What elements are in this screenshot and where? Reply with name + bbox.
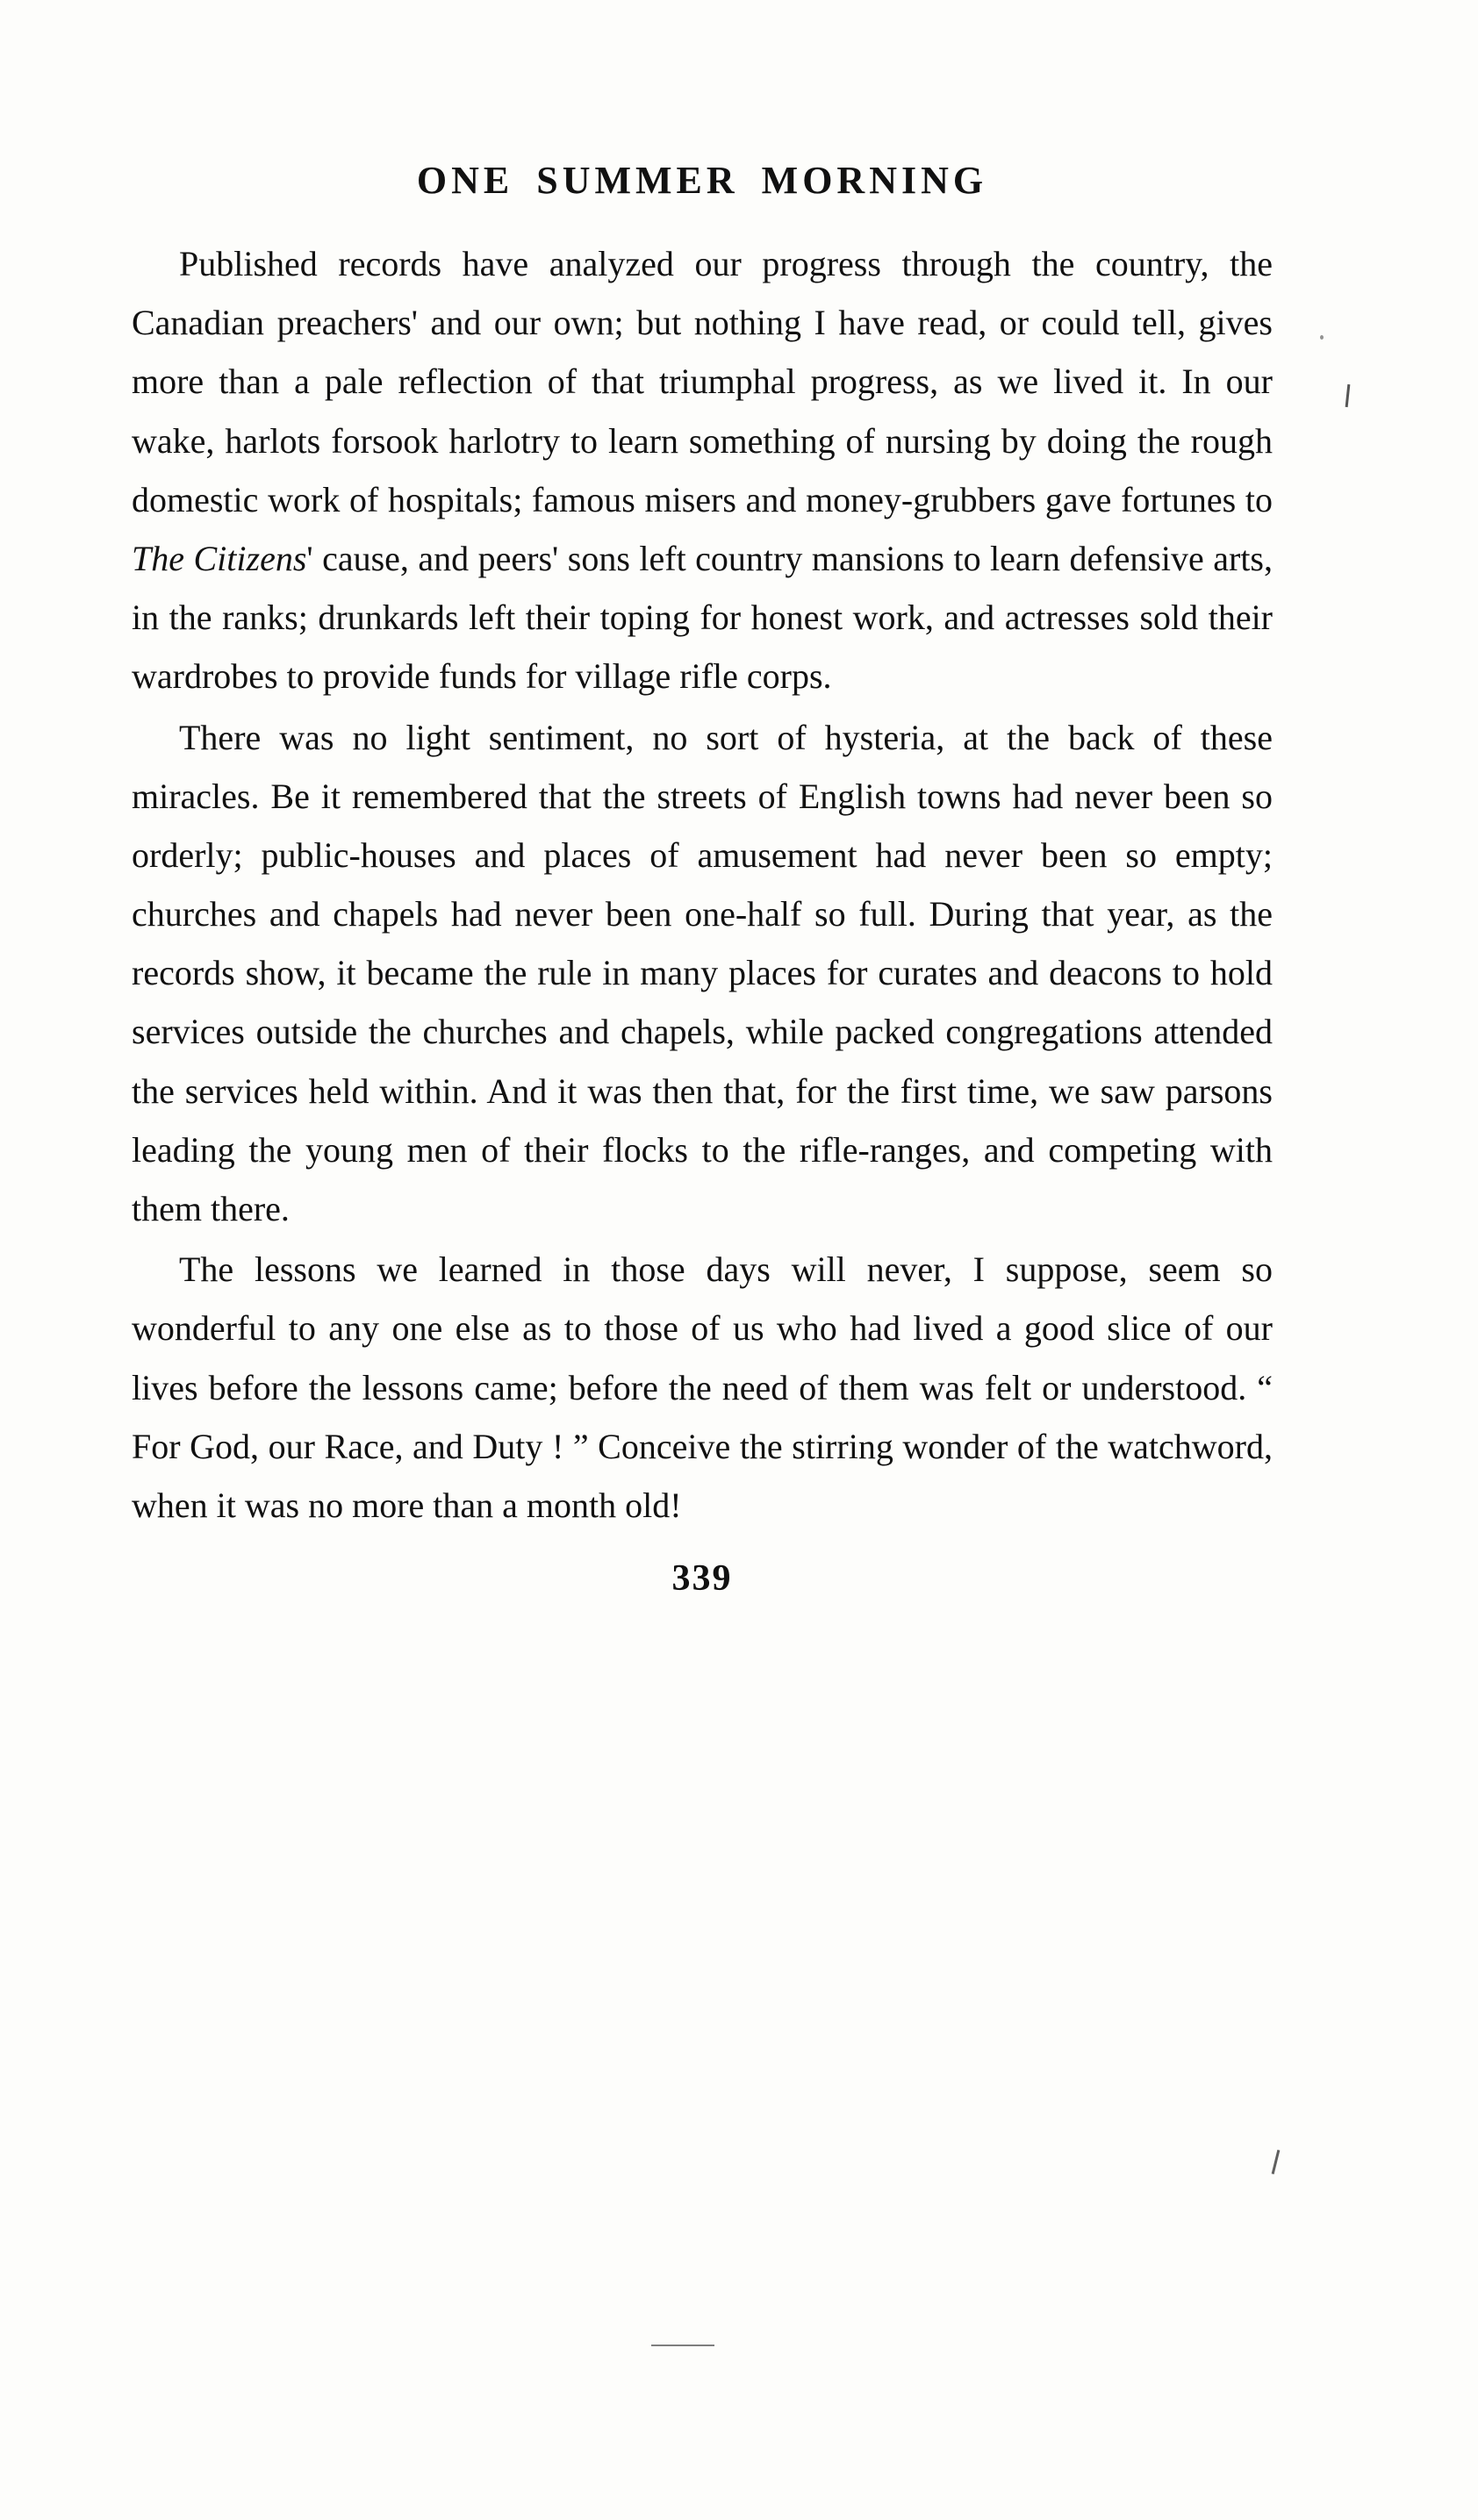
body-paragraph (132, 1240, 1273, 1535)
text-block (132, 158, 1273, 1600)
page-title: ONE SUMMER MORNING (416, 159, 988, 202)
scan-artifact-mark (1272, 2150, 1281, 2174)
paragraph-segment-text: There was no light sentiment, no sort of hysteria, at the back of these miracles. Be it remembered that the streets of English towns had never been so orderly; public-houses and places of amusement had never been so empty; churches and chapels had never been one-half so full. During that year, as the records show, it became the rule in many places for curates and deacons to hold services outside the churches and chapels, while packed congregations attended the services held within. And it was then that, for the first time, we saw parsons leading the young men of their flocks to the rifle-ranges, and competing with them there. (132, 717, 1273, 1228)
scan-artifact-dot (1320, 335, 1324, 340)
body-paragraph (132, 234, 1273, 706)
scan-artifact-rule (651, 2345, 714, 2346)
scan-artifact-mark (1345, 384, 1351, 407)
paragraph-segment-text: The lessons we learned in those days will never, I suppose, seem so wonderful to any one else as to those of us who had lived a good slice of our lives before the lessons came; before the need of them was felt or understood. “ For God, our Race, and Duty ! ” Conceive the stirring wonder of the watchword, when it was no more than a month old! (132, 1249, 1273, 1525)
paragraph-segment-italic: The Citizens (132, 538, 307, 578)
paragraph-segment-text: Published records have analyzed our progress through the country, the Canadian preachers' and our own; but nothing I have read, or could tell, gives more than a pale reflection of that triumphal progress, as we lived it. In our wake, harlots forsook harlotry to learn something of nursing by doing the rough domestic work of hospitals; famous misers and money-grubbers gave fortunes to (132, 244, 1273, 519)
paragraph-segment-text: ' cause, and peers' sons left country mansions to learn defensive arts, in the ranks; drunkards left their toping for honest work, and actresses sold their wardrobes to provide funds for village rifle corps. (132, 538, 1274, 697)
page-number: 339 (671, 1558, 733, 1600)
body-paragraph (132, 708, 1273, 1239)
